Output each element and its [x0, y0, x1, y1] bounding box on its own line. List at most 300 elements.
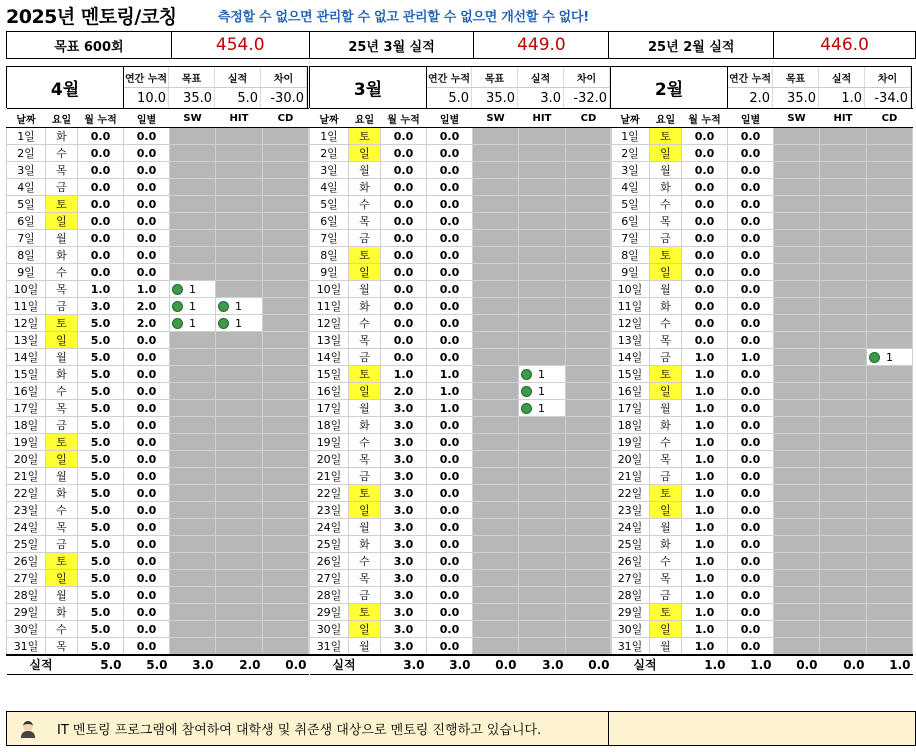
cd-cell[interactable]: [566, 468, 612, 485]
cd-cell[interactable]: [566, 281, 612, 298]
sw-cell[interactable]: [473, 536, 519, 553]
cd-cell[interactable]: [867, 213, 913, 230]
march-value[interactable]: 449.0: [474, 32, 609, 58]
hit-cell[interactable]: [216, 638, 263, 656]
sw-cell[interactable]: [170, 247, 216, 264]
hit-cell[interactable]: [820, 451, 867, 468]
hit-cell[interactable]: [519, 587, 566, 604]
cd-cell[interactable]: [263, 417, 309, 434]
cd-cell[interactable]: [566, 451, 612, 468]
sw-cell[interactable]: [473, 196, 519, 213]
sw-cell[interactable]: [774, 162, 820, 179]
table-row: [611, 128, 913, 145]
cd-cell[interactable]: [867, 400, 913, 417]
hit-cell[interactable]: [216, 349, 263, 366]
sw-cell[interactable]: [473, 281, 519, 298]
hit-cell[interactable]: [820, 536, 867, 553]
hit-cell[interactable]: [216, 213, 263, 230]
sw-cell[interactable]: [473, 502, 519, 519]
sw-cell[interactable]: [170, 587, 216, 604]
hit-cell[interactable]: [519, 230, 566, 247]
sw-cell[interactable]: [473, 451, 519, 468]
hit-cell[interactable]: [519, 604, 566, 621]
hit-cell[interactable]: [519, 349, 566, 366]
cd-cell[interactable]: [566, 536, 612, 553]
hit-cell[interactable]: [820, 298, 867, 315]
hit-cell[interactable]: [519, 638, 566, 656]
cd-cell[interactable]: [867, 196, 913, 213]
hit-cell[interactable]: [216, 604, 263, 621]
hit-cell[interactable]: [820, 179, 867, 196]
cd-cell[interactable]: [867, 281, 913, 298]
cd-cell[interactable]: [263, 400, 309, 417]
cd-cell[interactable]: [263, 281, 309, 298]
cd-cell[interactable]: [867, 536, 913, 553]
cd-cell[interactable]: [566, 553, 612, 570]
actual-value[interactable]: 1.0: [819, 88, 865, 108]
hit-cell[interactable]: [820, 281, 867, 298]
sw-cell[interactable]: [473, 434, 519, 451]
hit-cell[interactable]: [820, 315, 867, 332]
cd-cell[interactable]: [263, 264, 309, 281]
diff-value[interactable]: -34.0: [865, 88, 911, 108]
sw-cell[interactable]: [170, 281, 216, 298]
cd-cell[interactable]: [867, 366, 913, 383]
hit-cell[interactable]: [216, 162, 263, 179]
sw-cell[interactable]: [473, 587, 519, 604]
hit-cell[interactable]: [216, 264, 263, 281]
cd-cell[interactable]: [263, 315, 309, 332]
hit-cell[interactable]: [820, 519, 867, 536]
cd-cell[interactable]: [263, 196, 309, 213]
cd-cell[interactable]: [263, 485, 309, 502]
annual-value[interactable]: 10.0: [124, 88, 169, 108]
cd-cell[interactable]: [263, 468, 309, 485]
cd-cell[interactable]: [867, 247, 913, 264]
hit-cell[interactable]: [519, 315, 566, 332]
sw-cell[interactable]: [774, 298, 820, 315]
hit-cell[interactable]: [216, 179, 263, 196]
annual-value[interactable]: 5.0: [427, 88, 472, 108]
sw-cell[interactable]: [170, 213, 216, 230]
sw-cell[interactable]: [774, 587, 820, 604]
hit-cell[interactable]: [216, 281, 263, 298]
sw-cell[interactable]: [774, 179, 820, 196]
sw-cell[interactable]: [473, 638, 519, 656]
hit-cell[interactable]: [216, 570, 263, 587]
cd-cell[interactable]: [263, 145, 309, 162]
hit-cell[interactable]: [216, 621, 263, 638]
sw-cell[interactable]: [473, 162, 519, 179]
sw-cell[interactable]: [473, 570, 519, 587]
sw-cell[interactable]: [170, 230, 216, 247]
sw-cell[interactable]: [774, 434, 820, 451]
cd-cell[interactable]: [263, 162, 309, 179]
hit-cell[interactable]: [216, 417, 263, 434]
hit-cell[interactable]: [519, 485, 566, 502]
hit-cell[interactable]: [216, 536, 263, 553]
cd-cell[interactable]: [263, 604, 309, 621]
hit-cell[interactable]: [519, 502, 566, 519]
sw-cell[interactable]: [170, 621, 216, 638]
cd-cell[interactable]: [566, 519, 612, 536]
sw-cell[interactable]: [473, 553, 519, 570]
cd-cell[interactable]: [867, 315, 913, 332]
cd-cell[interactable]: [566, 366, 612, 383]
sw-cell[interactable]: [170, 417, 216, 434]
sw-cell[interactable]: [473, 468, 519, 485]
sw-cell[interactable]: [774, 349, 820, 366]
sw-cell[interactable]: [473, 128, 519, 145]
sw-cell[interactable]: [473, 519, 519, 536]
sw-cell[interactable]: [170, 366, 216, 383]
cd-cell[interactable]: [263, 638, 309, 656]
hit-cell[interactable]: [820, 349, 867, 366]
sw-cell[interactable]: [473, 366, 519, 383]
cd-cell[interactable]: [566, 315, 612, 332]
hit-cell[interactable]: [216, 468, 263, 485]
sw-cell[interactable]: [473, 417, 519, 434]
sw-cell[interactable]: [473, 264, 519, 281]
sw-cell[interactable]: [774, 383, 820, 400]
cd-cell[interactable]: [566, 128, 612, 145]
goal-value[interactable]: 454.0: [172, 32, 310, 58]
cd-cell[interactable]: [566, 145, 612, 162]
sw-cell[interactable]: [774, 570, 820, 587]
sw-cell[interactable]: [774, 485, 820, 502]
hit-cell[interactable]: [519, 400, 566, 417]
sw-cell[interactable]: [170, 383, 216, 400]
hit-cell[interactable]: [519, 196, 566, 213]
cd-cell[interactable]: [263, 536, 309, 553]
hit-cell[interactable]: [820, 213, 867, 230]
sw-cell[interactable]: [774, 400, 820, 417]
sw-cell[interactable]: [774, 230, 820, 247]
cd-cell[interactable]: [867, 383, 913, 400]
sw-cell[interactable]: [473, 247, 519, 264]
sw-cell[interactable]: [473, 298, 519, 315]
cd-cell[interactable]: [263, 621, 309, 638]
sw-cell[interactable]: [774, 621, 820, 638]
hit-cell[interactable]: [519, 298, 566, 315]
hit-cell[interactable]: [216, 502, 263, 519]
sw-cell[interactable]: [774, 281, 820, 298]
hit-cell[interactable]: [519, 570, 566, 587]
hit-cell[interactable]: [820, 264, 867, 281]
hit-cell[interactable]: [519, 519, 566, 536]
sw-cell[interactable]: [170, 264, 216, 281]
cd-cell[interactable]: [263, 366, 309, 383]
hit-cell[interactable]: [820, 468, 867, 485]
actual-value[interactable]: 5.0: [215, 88, 261, 108]
sw-cell[interactable]: [473, 383, 519, 400]
cd-cell[interactable]: [263, 298, 309, 315]
cd-cell[interactable]: [566, 638, 612, 656]
sw-cell[interactable]: [170, 298, 216, 315]
cd-cell[interactable]: [566, 247, 612, 264]
sw-cell[interactable]: [473, 621, 519, 638]
cd-cell[interactable]: [867, 417, 913, 434]
hit-cell[interactable]: [216, 196, 263, 213]
hit-cell[interactable]: [519, 621, 566, 638]
sw-cell[interactable]: [170, 400, 216, 417]
sw-cell[interactable]: [774, 247, 820, 264]
cd-cell[interactable]: [566, 196, 612, 213]
hit-cell[interactable]: [820, 587, 867, 604]
sw-cell[interactable]: [170, 179, 216, 196]
hit-cell[interactable]: [820, 366, 867, 383]
cd-cell[interactable]: [263, 451, 309, 468]
hit-cell[interactable]: [216, 383, 263, 400]
cd-cell[interactable]: [867, 587, 913, 604]
hit-cell[interactable]: [820, 434, 867, 451]
sw-cell[interactable]: [774, 502, 820, 519]
sw-cell[interactable]: [774, 604, 820, 621]
cd-cell[interactable]: [263, 128, 309, 145]
sw-cell[interactable]: [170, 519, 216, 536]
cd-cell[interactable]: [867, 468, 913, 485]
hit-cell[interactable]: [216, 145, 263, 162]
cd-cell[interactable]: [263, 383, 309, 400]
cd-cell[interactable]: [867, 264, 913, 281]
target-value[interactable]: 35.0: [773, 88, 819, 108]
diff-value[interactable]: -32.0: [564, 88, 610, 108]
sw-cell[interactable]: [170, 128, 216, 145]
cd-cell[interactable]: [867, 179, 913, 196]
hit-cell[interactable]: [820, 332, 867, 349]
cd-cell[interactable]: [263, 434, 309, 451]
dow-cell: 금: [46, 179, 78, 196]
target-value[interactable]: 35.0: [472, 88, 518, 108]
hit-cell[interactable]: [519, 264, 566, 281]
hit-cell[interactable]: [519, 332, 566, 349]
cd-cell[interactable]: [867, 621, 913, 638]
hit-cell[interactable]: [519, 536, 566, 553]
sw-cell[interactable]: [170, 604, 216, 621]
sw-cell[interactable]: [774, 468, 820, 485]
hit-cell[interactable]: [820, 145, 867, 162]
sw-cell[interactable]: [774, 553, 820, 570]
cd-cell[interactable]: [867, 519, 913, 536]
hit-cell[interactable]: [820, 128, 867, 145]
sw-cell[interactable]: [774, 366, 820, 383]
cd-cell[interactable]: [867, 349, 913, 366]
actual-value[interactable]: 3.0: [518, 88, 564, 108]
hit-cell[interactable]: [519, 179, 566, 196]
sw-cell[interactable]: [170, 570, 216, 587]
cd-cell[interactable]: [867, 485, 913, 502]
sw-cell[interactable]: [774, 213, 820, 230]
cd-cell[interactable]: [566, 383, 612, 400]
hit-cell[interactable]: [519, 383, 566, 400]
sw-cell[interactable]: [170, 468, 216, 485]
cd-cell[interactable]: [566, 485, 612, 502]
hit-cell[interactable]: [216, 519, 263, 536]
cd-cell[interactable]: [867, 638, 913, 656]
sw-cell[interactable]: [774, 417, 820, 434]
feb-value[interactable]: 446.0: [774, 32, 916, 58]
hit-cell[interactable]: [216, 128, 263, 145]
annual-value[interactable]: 2.0: [728, 88, 773, 108]
hit-cell[interactable]: [820, 383, 867, 400]
cd-cell[interactable]: [566, 587, 612, 604]
sw-cell[interactable]: [473, 213, 519, 230]
sw-cell[interactable]: [170, 196, 216, 213]
sw-cell[interactable]: [774, 264, 820, 281]
hit-cell[interactable]: [820, 502, 867, 519]
cd-cell[interactable]: [566, 417, 612, 434]
cd-cell[interactable]: [566, 332, 612, 349]
cd-cell[interactable]: [566, 434, 612, 451]
sw-cell[interactable]: [774, 638, 820, 656]
hit-cell[interactable]: [216, 553, 263, 570]
cd-cell[interactable]: [263, 230, 309, 247]
cd-cell[interactable]: [566, 162, 612, 179]
hit-cell[interactable]: [519, 366, 566, 383]
cd-cell[interactable]: [566, 298, 612, 315]
sw-cell[interactable]: [170, 349, 216, 366]
sw-cell[interactable]: [774, 519, 820, 536]
hit-cell[interactable]: [519, 451, 566, 468]
sw-cell[interactable]: [774, 536, 820, 553]
cd-cell[interactable]: [263, 553, 309, 570]
cd-cell[interactable]: [566, 604, 612, 621]
cd-cell[interactable]: [263, 349, 309, 366]
cd-cell[interactable]: [867, 145, 913, 162]
sw-cell[interactable]: [774, 451, 820, 468]
hit-cell[interactable]: [519, 162, 566, 179]
hit-cell[interactable]: [519, 434, 566, 451]
cd-cell[interactable]: [867, 332, 913, 349]
hit-cell[interactable]: [519, 281, 566, 298]
sw-cell[interactable]: [170, 162, 216, 179]
cd-cell[interactable]: [263, 570, 309, 587]
hit-cell[interactable]: [820, 417, 867, 434]
cd-cell[interactable]: [566, 570, 612, 587]
cd-cell[interactable]: [867, 434, 913, 451]
cd-cell[interactable]: [566, 349, 612, 366]
monthly-cum-header: 월 누적: [682, 109, 728, 128]
hit-cell[interactable]: [216, 400, 263, 417]
cd-cell[interactable]: [566, 264, 612, 281]
hit-cell[interactable]: [216, 247, 263, 264]
cd-cell[interactable]: [867, 604, 913, 621]
cd-cell[interactable]: [867, 162, 913, 179]
sw-cell[interactable]: [473, 604, 519, 621]
cd-cell[interactable]: [263, 502, 309, 519]
cd-cell[interactable]: [566, 213, 612, 230]
cd-cell[interactable]: [867, 570, 913, 587]
hit-cell[interactable]: [216, 315, 263, 332]
cd-cell[interactable]: [263, 587, 309, 604]
sw-cell[interactable]: [170, 332, 216, 349]
sw-cell[interactable]: [774, 145, 820, 162]
cd-cell[interactable]: [566, 230, 612, 247]
footer-empty-cell[interactable]: [609, 711, 916, 746]
hit-cell[interactable]: [519, 128, 566, 145]
cd-cell[interactable]: [867, 553, 913, 570]
hit-cell[interactable]: [216, 230, 263, 247]
sw-cell[interactable]: [774, 128, 820, 145]
cd-cell[interactable]: [263, 213, 309, 230]
hit-cell[interactable]: [820, 196, 867, 213]
sw-cell[interactable]: [473, 315, 519, 332]
cd-cell[interactable]: [867, 230, 913, 247]
hit-cell[interactable]: [519, 247, 566, 264]
cd-cell[interactable]: [263, 247, 309, 264]
cd-cell[interactable]: [263, 332, 309, 349]
hit-cell[interactable]: [519, 145, 566, 162]
hit-cell[interactable]: [519, 417, 566, 434]
sw-cell[interactable]: [170, 434, 216, 451]
cd-cell[interactable]: [263, 519, 309, 536]
cd-cell[interactable]: [867, 502, 913, 519]
hit-cell[interactable]: [216, 434, 263, 451]
sw-cell[interactable]: [170, 451, 216, 468]
cd-cell[interactable]: [867, 128, 913, 145]
hit-cell[interactable]: [519, 553, 566, 570]
cd-cell[interactable]: [867, 298, 913, 315]
hit-cell[interactable]: [820, 604, 867, 621]
sw-cell[interactable]: [170, 502, 216, 519]
cd-cell[interactable]: [566, 179, 612, 196]
sw-cell[interactable]: [473, 332, 519, 349]
hit-cell[interactable]: [820, 485, 867, 502]
hit-cell[interactable]: [519, 213, 566, 230]
hit-cell[interactable]: [820, 553, 867, 570]
sw-cell[interactable]: [774, 196, 820, 213]
sw-cell[interactable]: [170, 315, 216, 332]
sw-cell[interactable]: [170, 553, 216, 570]
sw-cell[interactable]: [170, 638, 216, 656]
hit-cell[interactable]: [820, 621, 867, 638]
hit-cell[interactable]: [820, 247, 867, 264]
target-value[interactable]: 35.0: [169, 88, 215, 108]
hit-cell[interactable]: [216, 366, 263, 383]
sw-cell[interactable]: [774, 332, 820, 349]
hit-cell[interactable]: [216, 485, 263, 502]
sw-cell[interactable]: [473, 485, 519, 502]
hit-cell[interactable]: [216, 451, 263, 468]
cd-cell[interactable]: [566, 502, 612, 519]
hit-cell[interactable]: [216, 298, 263, 315]
sw-cell[interactable]: [473, 400, 519, 417]
sw-cell[interactable]: [170, 536, 216, 553]
monthly-cum-cell: 1.0: [682, 366, 728, 383]
hit-cell[interactable]: [820, 400, 867, 417]
sw-cell[interactable]: [170, 145, 216, 162]
cd-cell[interactable]: [867, 451, 913, 468]
sw-cell[interactable]: [473, 349, 519, 366]
cd-cell[interactable]: [263, 179, 309, 196]
sw-cell[interactable]: [473, 179, 519, 196]
sw-cell[interactable]: [473, 145, 519, 162]
hit-cell[interactable]: [820, 162, 867, 179]
hit-cell[interactable]: [820, 570, 867, 587]
sw-cell[interactable]: [774, 315, 820, 332]
hit-cell[interactable]: [820, 230, 867, 247]
hit-cell[interactable]: [519, 468, 566, 485]
cd-cell[interactable]: [566, 400, 612, 417]
hit-cell[interactable]: [216, 587, 263, 604]
hit-cell[interactable]: [820, 638, 867, 656]
diff-value[interactable]: -30.0: [261, 88, 307, 108]
hit-cell[interactable]: [216, 332, 263, 349]
sw-cell[interactable]: [473, 230, 519, 247]
cd-cell[interactable]: [566, 621, 612, 638]
total-cd: 0.0: [263, 655, 309, 674]
sw-cell[interactable]: [170, 485, 216, 502]
